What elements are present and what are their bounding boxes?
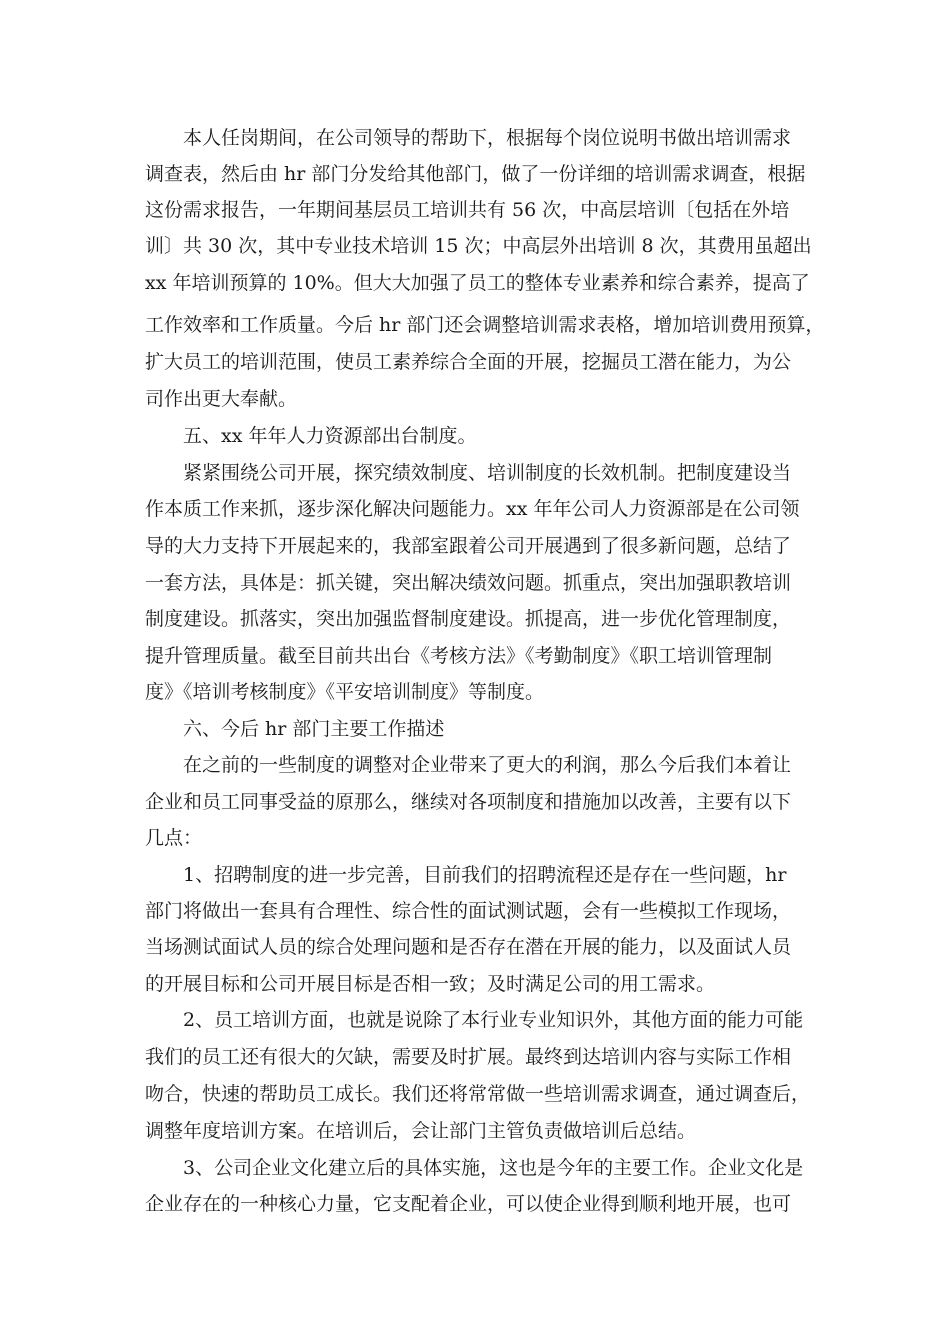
- text-line: 企业和员工同事受益的原那么，继续对各项制度和措施加以改善，主要有以下: [145, 791, 792, 813]
- text-line: 吻合，快速的帮助员工成长。我们还将常常做一些培训需求调查，通过调查后，: [145, 1083, 811, 1105]
- text-line: xx 年培训预算的 10%。但大大加强了员工的整体专业素养和综合素养，提高了: [145, 272, 810, 294]
- text-line: 部门将做出一套具有合理性、综合性的面试测试题，会有一些模拟工作现场，: [145, 900, 792, 922]
- text-line: 企业存在的一种核心力量，它支配着企业，可以使企业得到顺利地开展，也可: [145, 1193, 792, 1215]
- text-line: 司作出更大奉献。: [145, 388, 298, 410]
- text-line: 我们的员工还有很大的欠缺，需要及时扩展。最终到达培训内容与实际工作相: [145, 1046, 792, 1068]
- list-item: 1、招聘制度的进一步完善，目前我们的招聘流程还是存在一些问题，hr: [183, 864, 787, 886]
- text-line: 制度建设。抓落实，突出加强监督制度建设。抓提高，进一步优化管理制度，: [145, 608, 792, 630]
- text-line: 当场测试面试人员的综合处理问题和是否存在潜在开展的能力，以及面试人员: [145, 936, 792, 958]
- text-line: 导的大力支持下开展起来的，我部室跟着公司开展遇到了很多新问题，总结了: [145, 535, 792, 557]
- text-line: 调整年度培训方案。在培训后，会让部门主管负责做培训后总结。: [145, 1120, 697, 1142]
- section-heading: 五、xx 年年人力资源部出台制度。: [183, 425, 477, 447]
- text-line: 在之前的一些制度的调整对企业带来了更大的利润，那么今后我们本着让: [183, 754, 792, 776]
- section-heading: 六、今后 hr 部门主要工作描述: [183, 718, 445, 740]
- text-line: 紧紧围绕公司开展，探究绩效制度、培训制度的长效机制。把制度建设当: [183, 462, 792, 484]
- list-item: 3、公司企业文化建立后的具体实施，这也是今年的主要工作。企业文化是: [183, 1157, 804, 1179]
- text-line: 本人任岗期间，在公司领导的帮助下，根据每个岗位说明书做出培训需求: [183, 127, 792, 149]
- text-line: 几点：: [145, 827, 203, 849]
- text-line: 训〕共 30 次，其中专业技术培训 15 次；中高层外出培训 8 次，其费用虽超出: [145, 235, 812, 257]
- text-line: 的开展目标和公司开展目标是否相一致；及时满足公司的用工需求。: [145, 973, 716, 995]
- text-line: 作本质工作来抓，逐步深化解决问题能力。xx 年年公司人力资源部是在公司领: [145, 498, 800, 520]
- text-line: 工作效率和工作质量。今后 hr 部门还会调整培训需求表格，增加培训费用预算，: [145, 314, 825, 336]
- text-line: 度》《培训考核制度》《平安培训制度》等制度。: [145, 681, 545, 703]
- list-item: 2、员工培训方面，也就是说除了本行业专业知识外，其他方面的能力可能: [183, 1009, 804, 1031]
- text-line: 扩大员工的培训范围，使员工素养综合全面的开展，挖掘员工潜在能力，为公: [145, 351, 792, 373]
- text-line: 一套方法，具体是：抓关键，突出解决绩效问题。抓重点，突出加强职教培训: [145, 572, 792, 594]
- text-line: 调查表，然后由 hr 部门分发给其他部门，做了一份详细的培训需求调查，根据: [145, 163, 806, 185]
- text-line: 这份需求报告，一年期间基层员工培训共有 56 次，中高层培训〔包括在外培: [145, 199, 790, 221]
- text-line: 提升管理质量。截至目前共出台《考核方法》《考勤制度》《职工培训管理制: [145, 645, 773, 667]
